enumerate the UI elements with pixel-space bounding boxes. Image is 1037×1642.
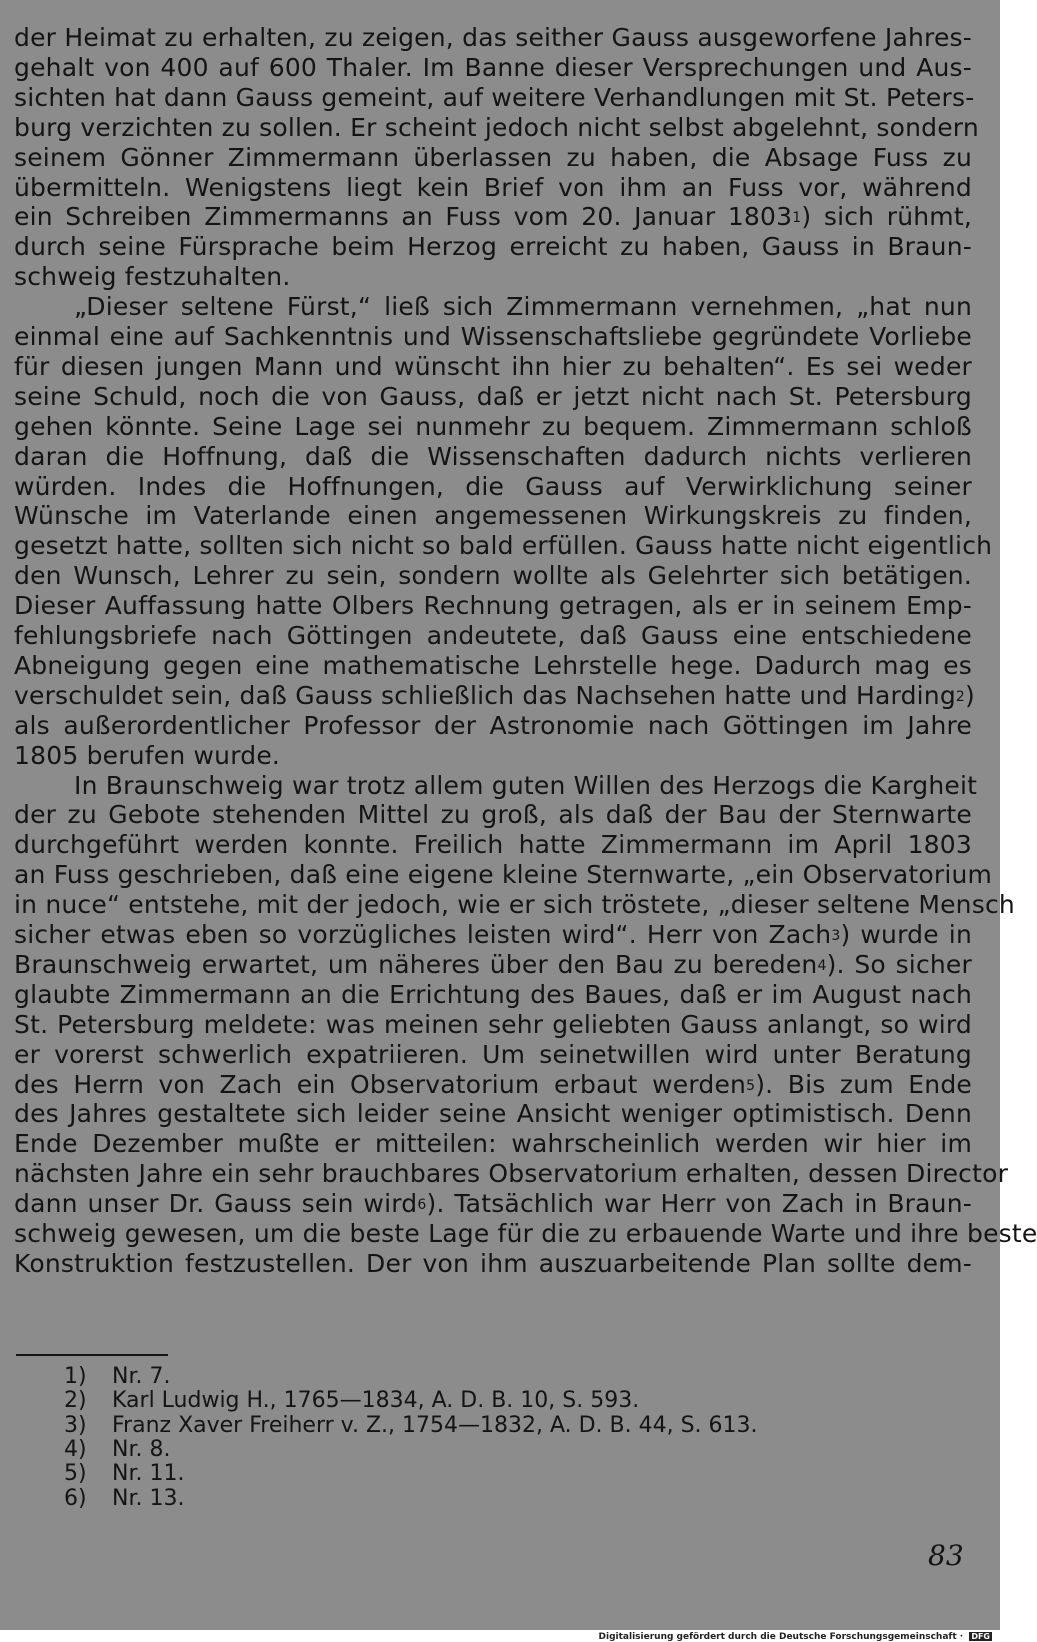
text-line-content: fehlungsbriefe nach Göttingen andeutete, daß Gauss eine entschiedene bbox=[14, 621, 972, 650]
text-line bbox=[14, 1069, 972, 1100]
text-line bbox=[14, 919, 972, 950]
text-line-content: des Jahres gestaltete sich leider seine Ansicht weniger optimistisch. Denn bbox=[14, 1099, 972, 1128]
text-line-content: für diesen jungen Mann und wünscht ihn hier zu behalten“. Es sei weder bbox=[14, 352, 972, 381]
text-line-content: er vorerst schwerlich expatriieren. Um seinetwillen wird unter Beratung bbox=[14, 1040, 972, 1069]
text-line bbox=[14, 1218, 1037, 1249]
text-line-content: ein Schreiben Zimmermanns an Fuss vom 20. Januar 1803 bbox=[14, 202, 793, 231]
text-line-content: dann unser Dr. Gauss sein wird bbox=[14, 1189, 418, 1218]
text-line bbox=[14, 949, 972, 980]
text-line bbox=[14, 82, 975, 113]
text-line-content: an Fuss geschrieben, daß eine eigene kleine Sternwarte, „ein Observatorium bbox=[14, 860, 993, 889]
digitization-credit bbox=[599, 1632, 992, 1642]
text-line-content: Konstruktion festzustellen. Der von ihm auszuarbeitende Plan sollte dem- bbox=[14, 1249, 972, 1278]
text-line-content: gehalt von 400 auf 600 Thaler. Im Banne dieser Versprechungen und Aus- bbox=[14, 53, 972, 82]
footnote bbox=[64, 1413, 758, 1438]
text-line bbox=[14, 321, 972, 352]
text-line-continuation: ) wurde in bbox=[840, 920, 972, 949]
text-line bbox=[14, 590, 972, 621]
text-line bbox=[14, 620, 972, 651]
text-line bbox=[14, 261, 972, 292]
text-line-content: gehen könnte. Seine Lage sei nunmehr zu bequem. Zimmermann schloß bbox=[14, 412, 972, 441]
text-line-content: Braunschweig erwartet, um näheres über den Bau zu bereden bbox=[14, 950, 818, 979]
footnote-reference: 6 bbox=[417, 1197, 427, 1213]
text-line-content: sichten hat dann Gauss gemeint, auf weitere Verhandlungen mit St. Peters- bbox=[14, 83, 975, 112]
text-line-content: St. Petersburg meldete: was meinen sehr geliebten Gauss anlangt, so wird bbox=[14, 1010, 972, 1039]
text-line-content: glaubte Zimmermann an die Errichtung des Baues, daß er im August nach bbox=[14, 980, 972, 1009]
text-line bbox=[14, 740, 972, 771]
text-line-content: des Herrn von Zach ein Observatorium erbaut werden bbox=[14, 1070, 747, 1099]
text-line bbox=[14, 829, 972, 860]
text-line bbox=[14, 1158, 1009, 1189]
text-line bbox=[14, 112, 979, 143]
text-line-content: daran die Hoffnung, daß die Wissenschaften dadurch nichts verlieren bbox=[14, 442, 972, 471]
text-line bbox=[74, 291, 972, 322]
text-line bbox=[14, 530, 993, 561]
footnote-text: Franz Xaver Freiherr v. Z., 1754—1832, A. D. B. 44, S. 613. bbox=[112, 1413, 758, 1438]
footnote bbox=[64, 1364, 170, 1389]
text-line-content: übermitteln. Wenigstens liegt kein Brief von ihm an Fuss vor, während bbox=[14, 173, 972, 202]
text-line-content: burg verzichten zu sollen. Er scheint jedoch nicht selbst abgelehnt, sondern bbox=[14, 113, 979, 142]
text-line-content: einmal eine auf Sachkenntnis und Wissenschaftsliebe gegründete Vorliebe bbox=[14, 322, 972, 351]
text-line-content: den Wunsch, Lehrer zu sein, sondern wollte als Gelehrter sich betätigen. bbox=[14, 561, 972, 590]
text-line bbox=[14, 859, 993, 890]
text-line bbox=[14, 650, 972, 681]
text-line-content: seine Schuld, noch die von Gauss, daß er jetzt nicht nach St. Petersburg bbox=[14, 382, 972, 411]
text-line bbox=[14, 441, 972, 472]
footnote-reference: 5 bbox=[746, 1078, 756, 1094]
text-line-content: Abneigung gegen eine mathematische Lehrstelle hege. Dadurch mag es bbox=[14, 651, 972, 680]
text-line bbox=[74, 770, 978, 801]
text-line bbox=[14, 1098, 972, 1129]
text-line bbox=[14, 142, 972, 173]
text-line-continuation: ) bbox=[965, 681, 975, 710]
footnote-text: Nr. 8. bbox=[112, 1437, 171, 1462]
footnote-text: Karl Ludwig H., 1765—1834, A. D. B. 10, S. 593. bbox=[112, 1388, 640, 1413]
text-line-content: Wünsche im Vaterlande einen angemessenen Wirkungskreis zu finden, bbox=[14, 501, 972, 530]
text-line bbox=[14, 1128, 972, 1159]
text-line-continuation: ) sich rühmt, bbox=[801, 202, 972, 231]
text-line bbox=[14, 1039, 972, 1070]
text-line-continuation: ). Tatsächlich war Herr von Zach in Braun- bbox=[426, 1189, 972, 1218]
footnote bbox=[64, 1486, 184, 1511]
footnote-reference: 1 bbox=[792, 210, 802, 226]
text-line-content: gesetzt hatte, sollten sich nicht so bald erfüllen. Gauss hatte nicht eigentlich bbox=[14, 531, 993, 560]
text-line-content: als außerordentlicher Professor der Astronomie nach Göttingen im Jahre bbox=[14, 711, 972, 740]
text-line-content: In Braunschweig war trotz allem guten Willen des Herzogs die Kargheit bbox=[74, 771, 978, 800]
text-line bbox=[14, 381, 972, 412]
footnote-reference: 3 bbox=[831, 928, 841, 944]
text-line-continuation: ). So sicher bbox=[826, 950, 972, 979]
footnote-reference: 4 bbox=[817, 958, 827, 974]
text-line-content: durch seine Fürsprache beim Herzog erreicht zu haben, Gauss in Braun- bbox=[14, 232, 972, 261]
footnote-mark: 2) bbox=[64, 1388, 87, 1413]
text-line bbox=[14, 411, 972, 442]
footnote-rule bbox=[16, 1354, 168, 1356]
footnote-text: Nr. 11. bbox=[112, 1461, 185, 1486]
text-line bbox=[14, 979, 972, 1010]
text-line bbox=[14, 680, 975, 711]
text-line-content: durchgeführt werden konnte. Freilich hatte Zimmermann im April 1803 bbox=[14, 830, 972, 859]
text-line-content: würden. Indes die Hoffnungen, die Gauss auf Verwirklichung seiner bbox=[14, 472, 972, 501]
text-line bbox=[14, 889, 1015, 920]
text-line-content: in nuce“ entstehe, mit der jedoch, wie er sich tröstete, „dieser seltene Mensch bbox=[14, 890, 1015, 919]
text-line bbox=[14, 500, 972, 531]
text-line-content: schweig festzuhalten. bbox=[14, 262, 291, 291]
text-line-content: 1805 berufen wurde. bbox=[14, 741, 281, 770]
text-line-content: Dieser Auffassung hatte Olbers Rechnung getragen, als er in seinem Emp- bbox=[14, 591, 972, 620]
text-line-content: der zu Gebote stehenden Mittel zu groß, als daß der Bau der Sternwarte bbox=[14, 800, 972, 829]
text-line-content: Ende Dezember mußte er mitteilen: wahrscheinlich werden wir hier im bbox=[14, 1129, 972, 1158]
footnote-text: Nr. 7. bbox=[112, 1364, 171, 1389]
footnote-mark: 5) bbox=[64, 1461, 87, 1486]
text-line-content: der Heimat zu erhalten, zu zeigen, das seither Gauss ausgeworfene Jahres- bbox=[14, 23, 972, 52]
text-line bbox=[14, 471, 972, 502]
text-line-content: sicher etwas eben so vorzügliches leisten wird“. Herr von Zach bbox=[14, 920, 832, 949]
footnote bbox=[64, 1461, 184, 1486]
footnote bbox=[64, 1388, 639, 1413]
footnote-text: Nr. 13. bbox=[112, 1486, 185, 1511]
page-number: 83 bbox=[928, 1539, 964, 1572]
text-line-continuation: ). Bis zum Ende bbox=[755, 1070, 973, 1099]
footnote-mark: 4) bbox=[64, 1437, 87, 1462]
text-line-content: nächsten Jahre ein sehr brauchbares Observatorium erhalten, dessen Director bbox=[14, 1159, 1009, 1188]
text-line bbox=[14, 710, 972, 741]
footnote-mark: 6) bbox=[64, 1486, 87, 1511]
text-line bbox=[14, 560, 972, 591]
text-line bbox=[14, 351, 972, 382]
text-line bbox=[14, 201, 972, 232]
dfg-logo-icon: DFG bbox=[971, 1632, 990, 1641]
text-line bbox=[14, 22, 972, 53]
text-line-content: schweig gewesen, um die beste Lage für die zu erbauende Warte und ihre beste bbox=[14, 1219, 1037, 1248]
text-line-content: „Dieser seltene Fürst,“ ließ sich Zimmermann vernehmen, „hat nun bbox=[74, 292, 972, 321]
text-line bbox=[14, 1188, 972, 1219]
footnote-mark: 3) bbox=[64, 1413, 87, 1438]
footnote-mark: 1) bbox=[64, 1364, 87, 1389]
footnote-reference: 2 bbox=[955, 689, 966, 705]
credit-text: Digitalisierung gefördert durch die Deutsche Forschungsgemeinschaft · bbox=[598, 1632, 964, 1642]
footnote bbox=[64, 1437, 170, 1462]
text-line bbox=[14, 799, 972, 830]
text-line-content: verschuldet sein, daß Gauss schließlich das Nachsehen hatte und Harding bbox=[14, 681, 956, 710]
text-line bbox=[14, 231, 972, 262]
text-line bbox=[14, 1009, 972, 1040]
text-line bbox=[14, 52, 972, 83]
text-line bbox=[14, 172, 972, 203]
text-line-content: seinem Gönner Zimmermann überlassen zu haben, die Absage Fuss zu bbox=[14, 143, 972, 172]
text-line bbox=[14, 1248, 972, 1279]
